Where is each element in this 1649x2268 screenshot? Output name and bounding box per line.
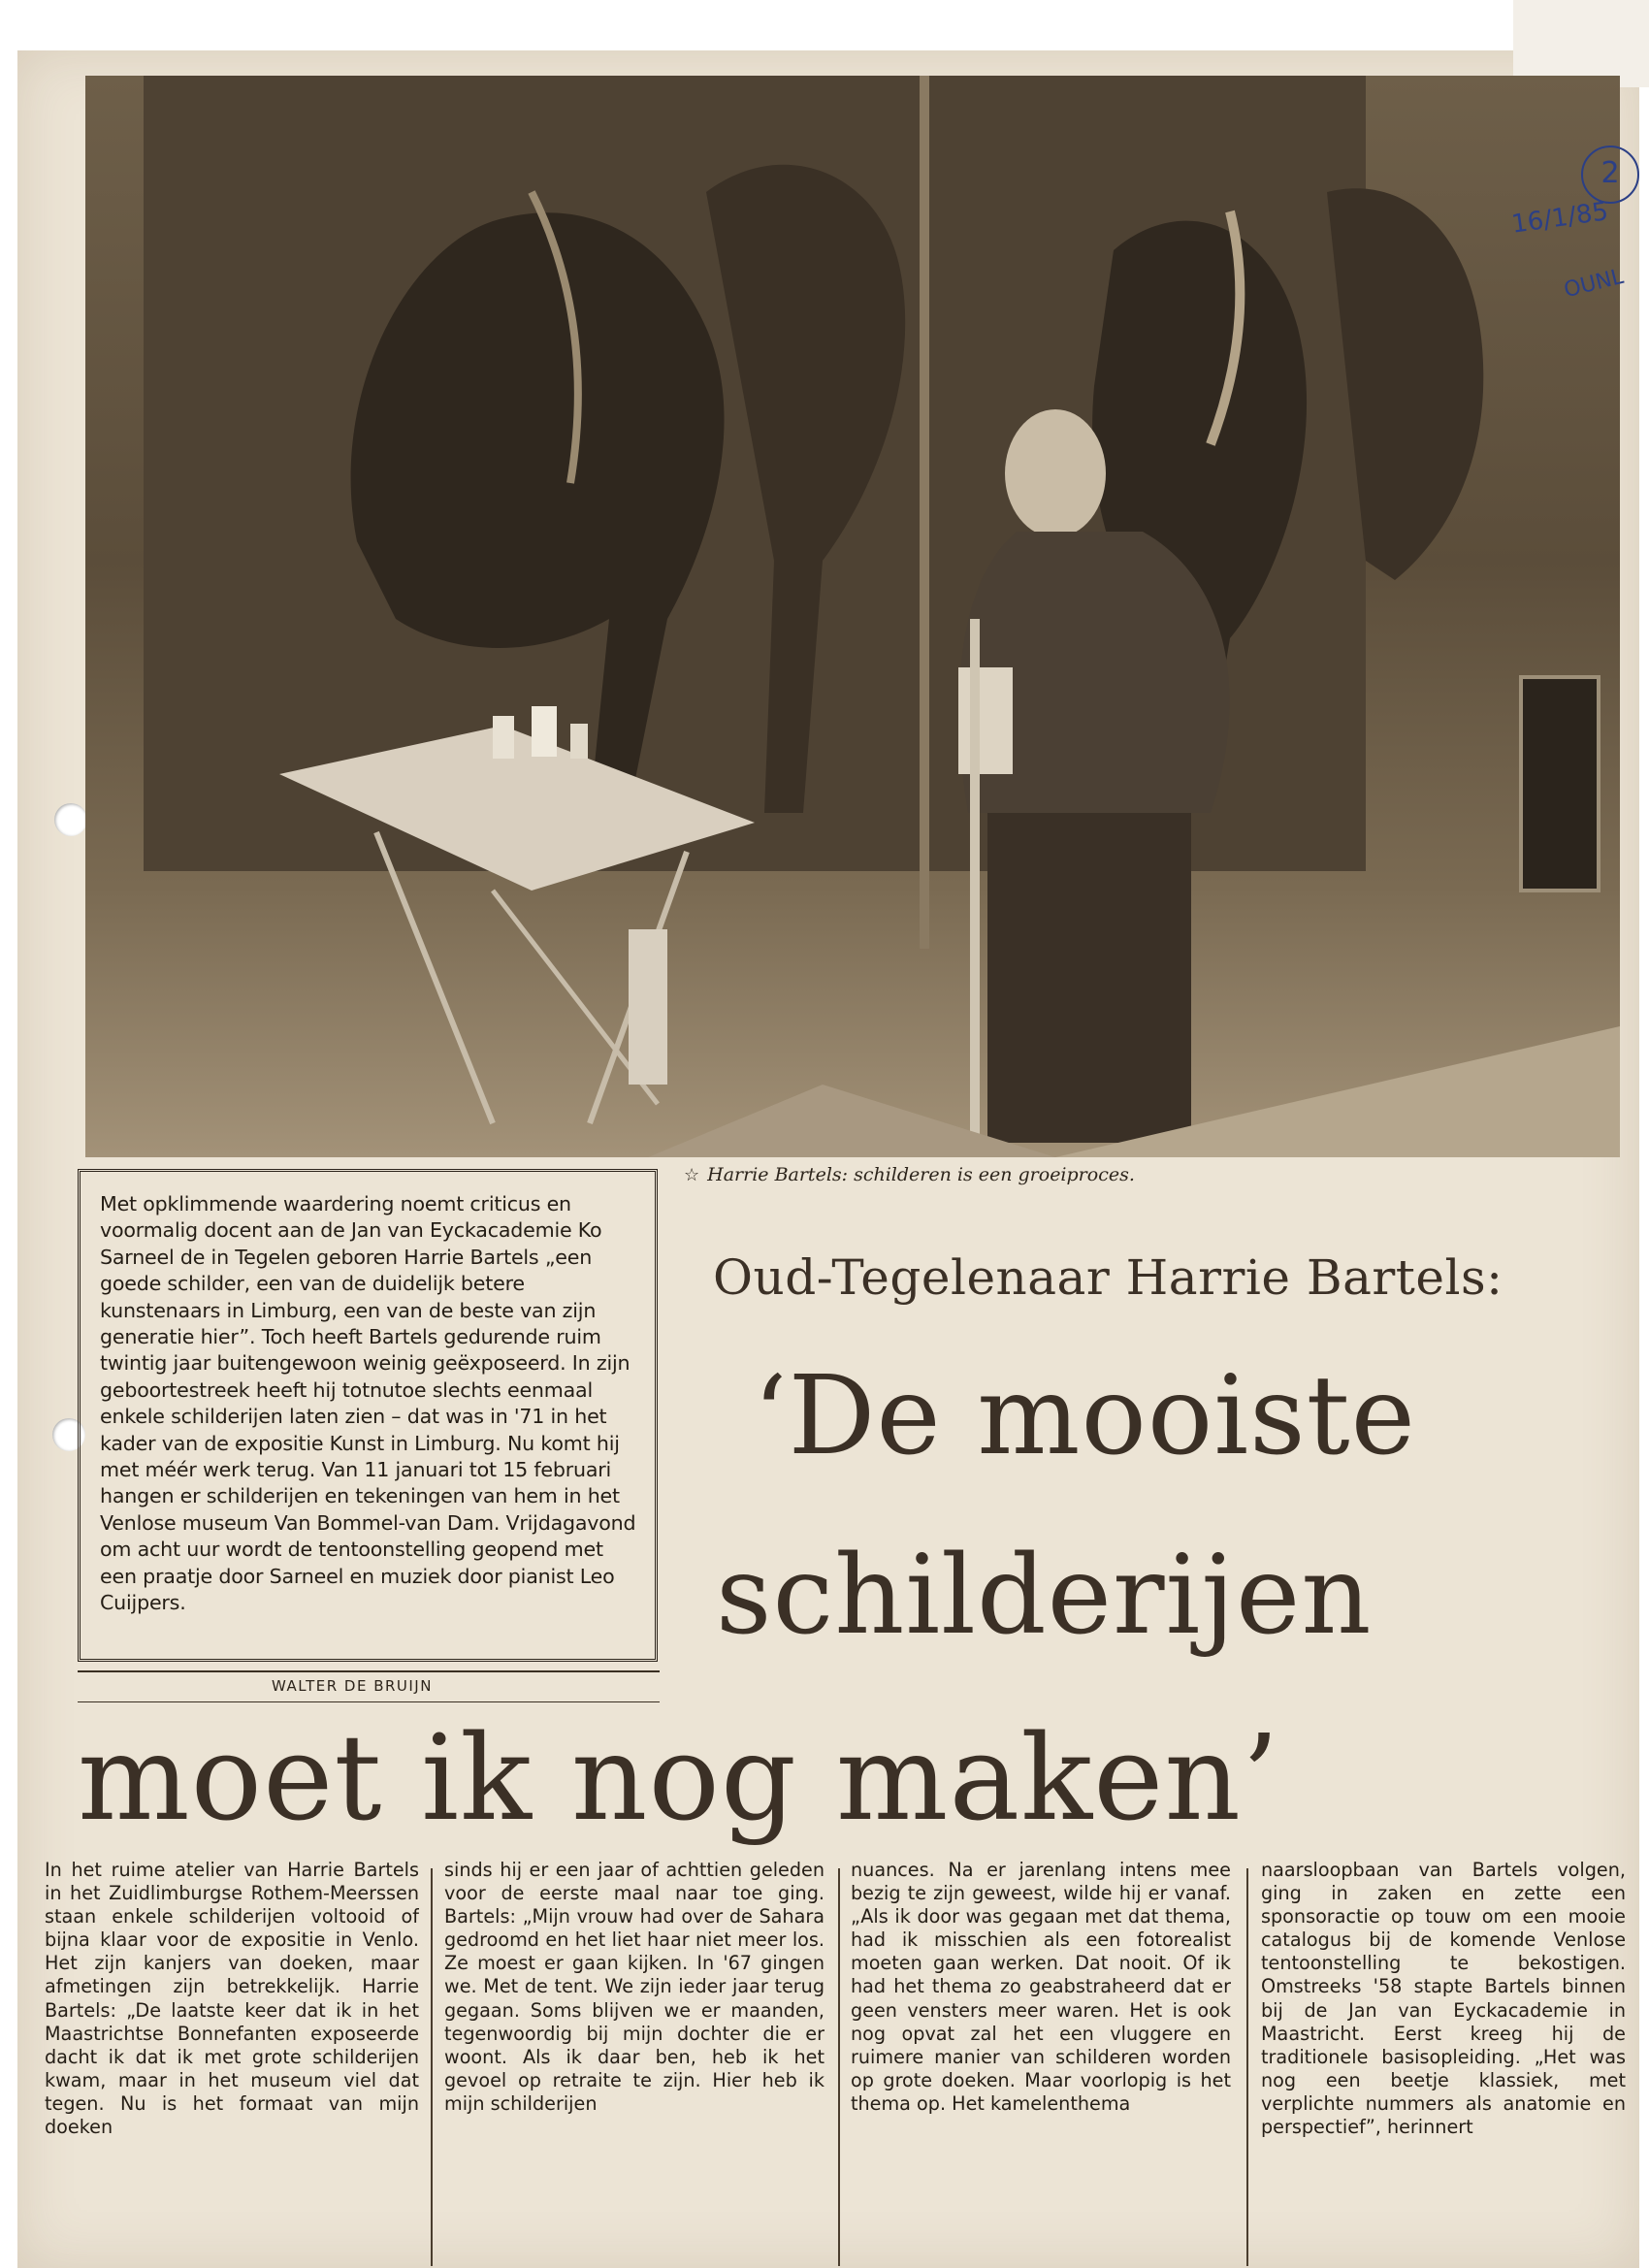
- paper-edge: [1513, 0, 1649, 87]
- date-annotation: 16/1/85: [1509, 197, 1610, 240]
- body-column-3: [851, 1859, 1231, 2268]
- intro-box: [78, 1169, 658, 1662]
- punch-hole-left-upper: [54, 803, 87, 836]
- headline-line-3: moet ik nog maken’: [78, 1709, 1280, 1847]
- photo-artist-studio: [85, 76, 1620, 1157]
- column-divider: [838, 1868, 840, 2266]
- column-divider: [1246, 1868, 1248, 2266]
- page-number-annotation: 2: [1581, 146, 1639, 204]
- body-column-1: [45, 1859, 419, 2268]
- photo-caption: [684, 1164, 1557, 1185]
- kicker: Oud-Tegelenaar Harrie Bartels:: [713, 1249, 1504, 1306]
- column-text: naarsloopbaan van Bartels volgen, ging in zaken en zette een sponsoractie op touw om een mooie catalogus bij de komende Venlose tentoonstelling te bekostigen. Omstreeks '58 stapte Bartels binnen bij de Jan van Eyckacademie in Maastricht. Eerst kreeg hij de traditionele basisopleiding. „Het was nog een beetje klassiek, met verplichte nummers als anatomie en perspectief”, herinnert: [1261, 1859, 1626, 2139]
- source-annotation: OUNL: [1561, 264, 1627, 304]
- headline-line-2: schilderijen: [716, 1533, 1373, 1659]
- headline-line-1: ‘De mooiste: [753, 1353, 1416, 1479]
- star-icon: ☆: [684, 1165, 700, 1185]
- column-text: In het ruime atelier van Harrie Bartels in het Zuidlimburgse Rothem-Meerssen staan enkele schilderijen voltooid of bijna klaar voor de expositie in Venlo. Het zijn kanjers van doeken, maar afmetingen zijn betrekkelijk. Harrie Bartels: „De laatste keer dat ik in het Maastrichtse Bonnefanten exposeerde dacht ik dat ik met grote schilderijen kwam, maar in het museum viel dat tegen. Nu is het formaat van mijn doeken: [45, 1859, 419, 2139]
- caption-text: Harrie Bartels: schilderen is een groeiproces.: [707, 1164, 1135, 1185]
- column-divider: [431, 1868, 433, 2266]
- byline-row: [78, 1670, 660, 1702]
- body-column-2: [444, 1859, 824, 2268]
- intro-text: Met opklimmende waardering noemt criticus en voormalig docent aan de Jan van Eyckacademie Ko Sarneel de in Tegelen geboren Harrie Bartels „een goede schilder, een van de duidelijk betere kunstenaars in Limburg, een van de beste van zijn generatie hier”. Toch heeft Bartels gedurende ruim twintig jaar buitengewoon weinig geëxposeerd. In zijn geboortestreek heeft hij totnutoe slechts eenmaal enkele schilderijen laten zien – dat was in '71 in het kader van de expositie Kunst in Limburg. Nu komt hij met méér werk terug. Van 11 januari tot 15 februari hangen er schilderijen en tekeningen van hem in het Venlose museum Van Bommel-van Dam. Vrijdagavond om acht uur wordt de tentoonstelling geopend met een praatje door Sarneel en muziek door pianist Leo Cuijpers.: [100, 1192, 636, 1615]
- body-column-4: [1261, 1859, 1626, 2268]
- byline: WALTER DE BRUIJN: [272, 1677, 433, 1695]
- photo-icon: [85, 76, 1620, 1157]
- column-text: sinds hij er een jaar of achttien geleden voor de eerste maal naar toe ging. Bartels: „Mijn vrouw had over de Sahara gedroomd en het liet haar niet meer los. Ze moest er gaan kijken. In '67 gingen we. Met de tent. We zijn ieder jaar terug gegaan. Soms blijven we er maanden, tegenwoordig bij mijn dochter die er woont. Als ik daar ben, heb ik het gevoel op retraite te zijn. Hier heb ik mijn schilderijen: [444, 1859, 824, 2115]
- column-text: nuances. Na er jarenlang intens mee bezig te zijn geweest, wilde hij er vanaf. „Als ik door was gegaan met dat thema, had ik misschien als een fotorealist moeten gaan werken. Dat nooit. Of ik had het thema zo geabstraheerd dat er geen vensters meer waren. Het is ook nog opvat zal het een vluggere en ruimere manier van schilderen worden op grote doeken. Maar voorlopig is het thema op. Het kamelenthema: [851, 1859, 1231, 2115]
